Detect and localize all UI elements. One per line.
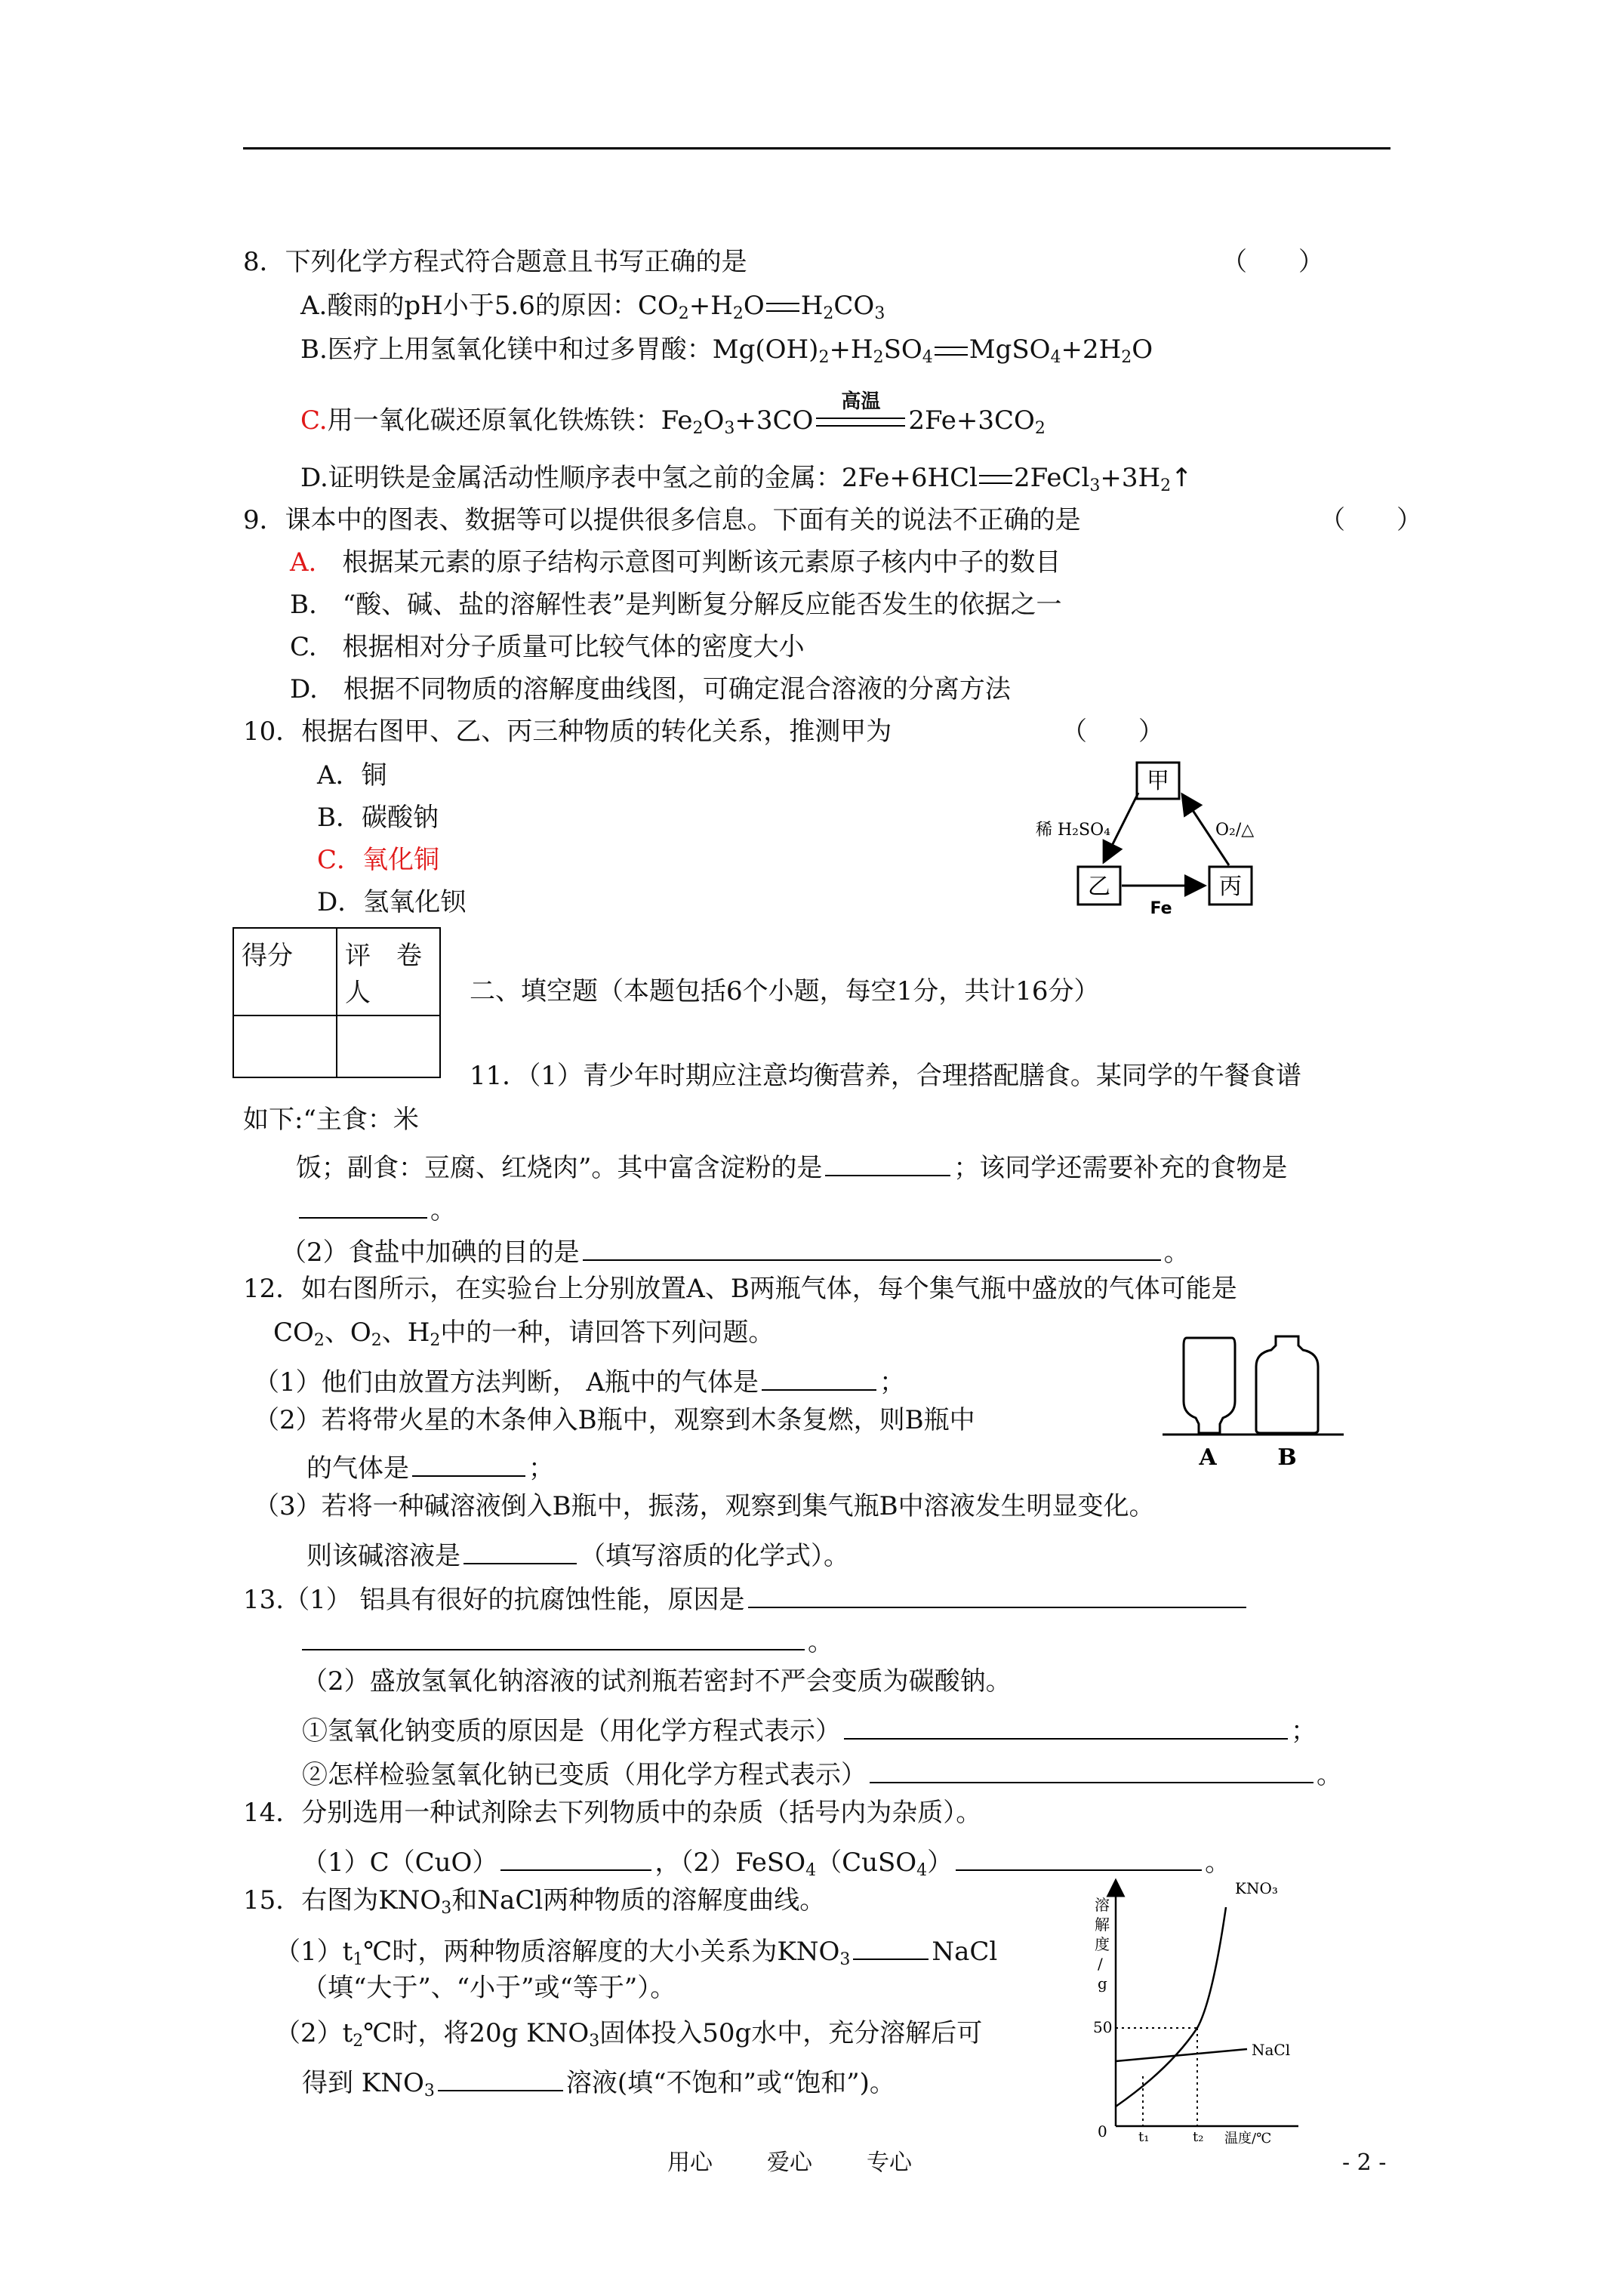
q14-blank-1[interactable]: [500, 1844, 651, 1871]
q8-option-c: C.用一氧化碳还原氧化铁炼铁：$Fe_2O_3+3CO$ 高温 $2Fe+3CO_2$: [300, 390, 1046, 438]
q12-line5: 的气体是 ；: [306, 1450, 554, 1481]
q12-line7: 则该碱溶液是 （填写溶质的化学式）。: [306, 1537, 849, 1569]
q15-part1-hint: （填“大于”、“小于”或“等于”）。: [302, 1973, 676, 2003]
q8-stem: 8．下列化学方程式符合题意且书写正确的是: [243, 247, 747, 277]
conversion-diagram: [1034, 755, 1283, 921]
node-jia: 甲: [1147, 768, 1169, 794]
q15-part2-line2: 得到 $KNO_3$ 溶液(填“不饱和”或“饱和”)。: [302, 2064, 895, 2096]
q12-line4: （2）若将带火星的木条伸入B瓶中，观察到木条复燃，则B瓶中: [254, 1405, 975, 1435]
q11-blank-iodine[interactable]: [583, 1234, 1161, 1261]
q12-blank-base[interactable]: [463, 1537, 577, 1564]
q13-line2: 。: [302, 1623, 833, 1655]
svg-text:解: 解: [1095, 1915, 1110, 1934]
q9-option-d: D. 根据不同物质的溶解度曲线图，可确定混合溶液的分离方法: [290, 674, 1011, 704]
q11-blank-food[interactable]: [299, 1191, 427, 1219]
q14-blank-2[interactable]: [956, 1844, 1202, 1871]
q13-blank-eq2[interactable]: [870, 1756, 1313, 1783]
q12-blank-b[interactable]: [412, 1450, 525, 1477]
q9-option-c: C. 根据相对分子质量可比较气体的密度大小: [290, 632, 805, 662]
label-dilute-h2so4: 稀 H₂SO₄: [1036, 821, 1110, 840]
grader-cell-blank: [337, 1015, 440, 1077]
grader-cell-label: 评 卷 人: [337, 928, 440, 1015]
score-cell-blank: [233, 1015, 337, 1077]
q12-blank-a[interactable]: [762, 1364, 876, 1391]
q11-line4: 。: [296, 1191, 456, 1223]
svg-text:度: 度: [1095, 1935, 1110, 1953]
tick-t2: t₂: [1193, 2129, 1204, 2144]
chart-ylabel: [1095, 1896, 1110, 1992]
q13-line1: 13.（1） 铝具有很好的抗腐蚀性能，原因是: [243, 1581, 1249, 1613]
q12-line2: $CO_2$、$O_2$、$H_2$中的一种，请回答下列问题。: [273, 1318, 775, 1350]
q10-option-b: B．碳酸钠: [317, 803, 439, 833]
footer-b: 爱心: [767, 2150, 812, 2176]
footer-a: 用心: [667, 2150, 713, 2176]
page-number: - 2 -: [1342, 2150, 1387, 2176]
bottle-a-label: A: [1199, 1444, 1217, 1471]
q12-line6: （3）若将一种碱溶液倒入B瓶中，振荡，观察到集气瓶B中溶液发生明显变化。: [254, 1491, 1155, 1521]
q10-option-d: D．氢氧化钡: [317, 887, 467, 917]
svg-text:g: g: [1098, 1974, 1107, 1992]
q11-blank-starch[interactable]: [825, 1149, 950, 1176]
label-fe: Fe: [1150, 899, 1172, 918]
q8-paren: （ ）: [1221, 247, 1324, 277]
q10-option-c: C．氧化铜: [317, 845, 440, 875]
svg-text:溶: 溶: [1095, 1896, 1110, 1914]
nacl-label: NaCl: [1252, 2041, 1291, 2059]
q12-line1: 12．如右图所示，在实验台上分别放置A、B两瓶气体，每个集气瓶中盛放的气体可能是: [243, 1274, 1237, 1304]
q13-line3: （2）盛放氢氧化钠溶液的试剂瓶若密封不严会变质为碳酸钠。: [302, 1666, 1012, 1697]
section-2-heading: 二、填空题（本题包括6个小题，每空1分，共计16分）: [470, 976, 1100, 1006]
q13-line4: ①氢氧化钠变质的原因是（用化学方程式表示） ；: [302, 1712, 1317, 1744]
q9-option-a: A. 根据某元素的原子结构示意图可判断该元素原子核内中子的数目: [290, 547, 1061, 578]
label-o2-heat: O₂/△: [1215, 821, 1255, 840]
q13-blank-al-1[interactable]: [748, 1581, 1246, 1608]
q15-blank-saturation[interactable]: [438, 2064, 563, 2091]
tick-t1: t₁: [1138, 2129, 1150, 2144]
q9-stem: 9．课本中的图表、数据等可以提供很多信息。下面有关的说法不正确的是: [243, 505, 1081, 535]
footer-c: 专心: [867, 2150, 912, 2176]
gas-bottles-figure: [1163, 1329, 1344, 1480]
q15-blank-compare[interactable]: [853, 1933, 929, 1960]
q15-line1: 15．右图为$KNO_3$和NaCl两种物质的溶解度曲线。: [243, 1885, 826, 1918]
q13-line5: ②怎样检验氢氧化钠已变质（用化学方程式表示） 。: [302, 1756, 1342, 1788]
chart-y-50: 50: [1093, 2018, 1113, 2036]
q9-option-b: B. “酸、碱、盐的溶解性表”是判断复分解反应能否发生的依据之一: [290, 590, 1062, 620]
kno3-label: KNO₃: [1235, 1879, 1278, 1897]
node-bing: 丙: [1219, 874, 1242, 900]
q8-option-d: D.证明铁是金属活动性顺序表中氢之前的金属：2Fe+6HCl $2FeCl_3+3H_2↑$: [300, 463, 1193, 495]
nacl-curve: [1116, 2049, 1247, 2061]
node-yi: 乙: [1088, 874, 1110, 900]
q10-paren: （ ）: [1061, 717, 1164, 747]
q14-line1: 14．分别选用一种试剂除去下列物质中的杂质（括号内为杂质）。: [243, 1798, 982, 1828]
q11-line3: 饭；副食：豆腐、红烧肉”。其中富含淀粉的是 ；该同学还需要补充的食物是: [296, 1149, 1287, 1181]
q12-line3: （1）他们由放置方法判断， A瓶中的气体是 ；: [254, 1364, 905, 1395]
q14-line2: （1）C（CuO） ，（2）FeSO$_4$（CuSO$_4$） 。: [302, 1844, 1230, 1875]
q9-paren: （ ）: [1320, 505, 1422, 535]
chart-xlabel: 温度/℃: [1224, 2131, 1272, 2144]
chart-origin: 0: [1098, 2122, 1107, 2140]
q15-part1: $(1)t_1℃$时，两种物质溶解度的大小关系为$KNO_3$ NaCl: [275, 1933, 997, 1965]
score-cell-label: 得分: [233, 928, 337, 1015]
svg-text:/: /: [1098, 1955, 1103, 1973]
q11-line1: 11．（1）青少年时期应注意均衡营养，合理搭配膳食。某同学的午餐食谱: [470, 1061, 1301, 1091]
q8-option-a: A.酸雨的pH小于5.6的原因：$CO_2+H_2O$ $H_2CO_3$: [300, 291, 885, 323]
q11-line5: （2）食盐中加碘的目的是 。: [281, 1234, 1190, 1265]
bottle-b-label: B: [1277, 1444, 1297, 1471]
q13-blank-al-2[interactable]: [302, 1623, 805, 1650]
q13-blank-eq1[interactable]: [844, 1712, 1288, 1740]
q15-part2: $(2)t_2℃$时，将20g $KNO_3$固体投入50g水中，充分溶解后可: [275, 2018, 983, 2051]
kno3-curve: [1116, 1907, 1226, 2106]
header-rule: [243, 147, 1390, 149]
q8-option-b: B.医疗上用氢氧化镁中和过多胃酸：$Mg(OH)_2+H_2SO_4$ $MgSO_4+2H_2O$: [300, 334, 1153, 367]
q10-stem: 10．根据右图甲、乙、丙三种物质的转化关系，推测甲为: [243, 717, 892, 747]
score-table: [233, 927, 441, 1078]
solubility-chart: [1057, 1872, 1306, 2144]
q11-line2: 如下:“主食：米: [243, 1105, 419, 1135]
q10-option-a: A．铜: [317, 760, 387, 791]
